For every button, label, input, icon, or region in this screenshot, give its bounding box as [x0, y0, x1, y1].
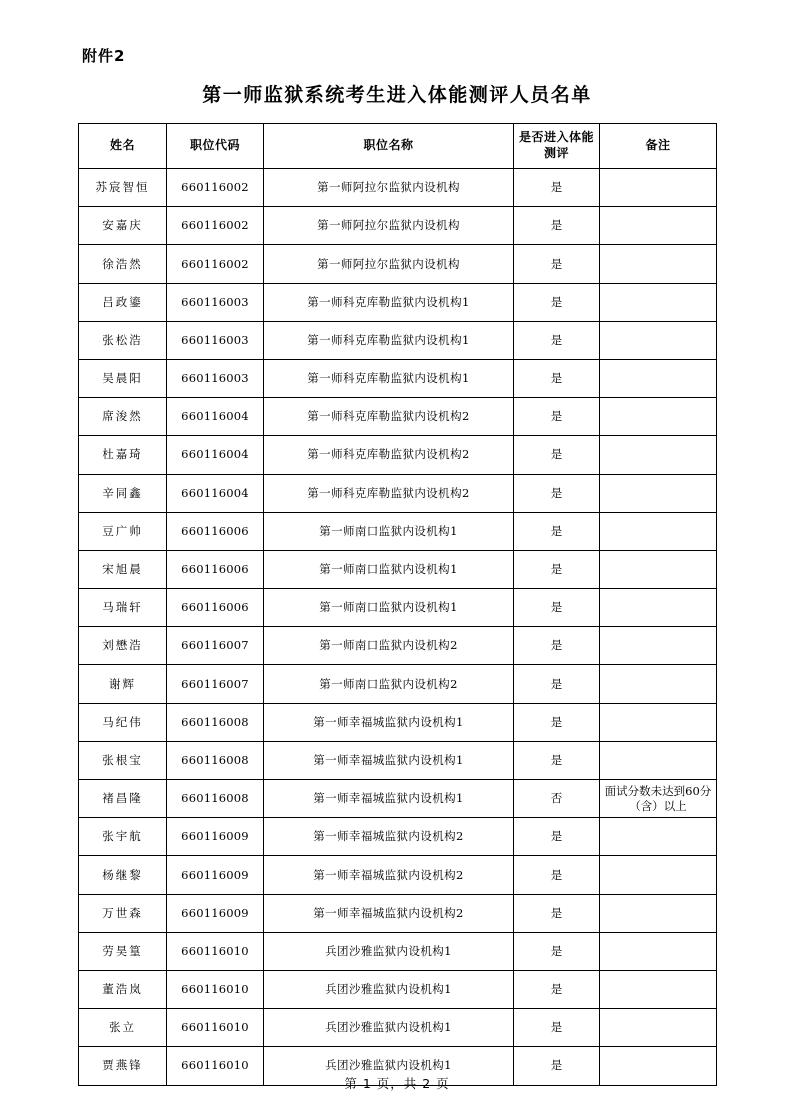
cell-name: 马瑞轩: [79, 589, 167, 627]
cell-name: 万世森: [79, 894, 167, 932]
cell-name: 张立: [79, 1009, 167, 1047]
cell-enter: 是: [514, 283, 600, 321]
cell-post: 兵团沙雅监狱内设机构1: [264, 1009, 514, 1047]
cell-enter: 是: [514, 1047, 600, 1085]
cell-post: 第一师幸福城监狱内设机构2: [264, 818, 514, 856]
cell-name: 辛同鑫: [79, 474, 167, 512]
cell-remark: [600, 703, 717, 741]
table-row: [79, 398, 717, 436]
cell-post: 第一师科克库勒监狱内设机构2: [264, 436, 514, 474]
table-row: [79, 245, 717, 283]
table-row: [79, 741, 717, 779]
cell-remark: [600, 359, 717, 397]
cell-name: 马纪伟: [79, 703, 167, 741]
cell-name: 杨继黎: [79, 856, 167, 894]
cell-name: 张根宝: [79, 741, 167, 779]
table-row: [79, 970, 717, 1008]
cell-enter: 否: [514, 780, 600, 818]
table-row: [79, 359, 717, 397]
table-row: [79, 894, 717, 932]
table-row: [79, 1009, 717, 1047]
cell-name: 吕政鎏: [79, 283, 167, 321]
table-row: [79, 283, 717, 321]
cell-code: 660116004: [167, 474, 264, 512]
column-header-enter: 是否进入体能测评: [514, 124, 600, 169]
cell-name: 张松浩: [79, 321, 167, 359]
cell-code: 660116010: [167, 970, 264, 1008]
cell-enter: 是: [514, 474, 600, 512]
cell-code: 660116003: [167, 359, 264, 397]
attachment-label: 附件2: [82, 47, 126, 65]
cell-remark: [600, 512, 717, 550]
cell-code: 660116004: [167, 436, 264, 474]
cell-post: 兵团沙雅监狱内设机构1: [264, 970, 514, 1008]
cell-remark: [600, 818, 717, 856]
cell-code: 660116002: [167, 245, 264, 283]
roster-table: [78, 123, 717, 1086]
cell-enter: 是: [514, 818, 600, 856]
cell-code: 660116010: [167, 1047, 264, 1085]
table-row: [79, 818, 717, 856]
cell-post: 第一师阿拉尔监狱内设机构: [264, 207, 514, 245]
cell-code: 660116007: [167, 627, 264, 665]
table-row: [79, 589, 717, 627]
table-row: [79, 169, 717, 207]
cell-post: 第一师南口监狱内设机构2: [264, 665, 514, 703]
cell-name: 贾燕锋: [79, 1047, 167, 1085]
column-header-name: 姓名: [79, 124, 167, 169]
cell-code: 660116007: [167, 665, 264, 703]
cell-code: 660116009: [167, 856, 264, 894]
cell-remark: [600, 589, 717, 627]
page-title: 第一师监狱系统考生进入体能测评人员名单: [202, 84, 592, 106]
cell-enter: 是: [514, 970, 600, 1008]
cell-enter: 是: [514, 665, 600, 703]
cell-remark: [600, 474, 717, 512]
cell-name: 劳昊篁: [79, 932, 167, 970]
cell-name: 董浩岚: [79, 970, 167, 1008]
cell-code: 660116010: [167, 932, 264, 970]
table-header: [79, 124, 717, 169]
cell-name: 褚昌隆: [79, 780, 167, 818]
cell-code: 660116003: [167, 283, 264, 321]
cell-code: 660116009: [167, 894, 264, 932]
table-row: [79, 780, 717, 818]
cell-name: 宋旭晨: [79, 550, 167, 588]
cell-enter: 是: [514, 245, 600, 283]
cell-enter: 是: [514, 741, 600, 779]
cell-post: 第一师科克库勒监狱内设机构1: [264, 321, 514, 359]
table-row: [79, 550, 717, 588]
cell-post: 第一师阿拉尔监狱内设机构: [264, 245, 514, 283]
cell-name: 苏宸智恒: [79, 169, 167, 207]
cell-remark: [600, 741, 717, 779]
cell-post: 第一师科克库勒监狱内设机构2: [264, 398, 514, 436]
cell-enter: 是: [514, 436, 600, 474]
cell-code: 660116003: [167, 321, 264, 359]
cell-post: 第一师南口监狱内设机构1: [264, 589, 514, 627]
cell-name: 吴晨阳: [79, 359, 167, 397]
cell-remark: [600, 627, 717, 665]
cell-code: 660116009: [167, 818, 264, 856]
cell-enter: 是: [514, 627, 600, 665]
table-row: [79, 474, 717, 512]
cell-remark: [600, 1009, 717, 1047]
cell-code: 660116006: [167, 512, 264, 550]
column-header-post: 职位名称: [264, 124, 514, 169]
cell-enter: 是: [514, 359, 600, 397]
cell-name: 谢辉: [79, 665, 167, 703]
cell-enter: 是: [514, 398, 600, 436]
cell-remark: 面试分数未达到60分（含）以上: [600, 780, 717, 818]
cell-code: 660116008: [167, 703, 264, 741]
cell-remark: [600, 207, 717, 245]
table-row: [79, 321, 717, 359]
cell-name: 豆广帅: [79, 512, 167, 550]
table-row: [79, 932, 717, 970]
cell-code: 660116008: [167, 741, 264, 779]
table-row: [79, 703, 717, 741]
cell-post: 第一师南口监狱内设机构1: [264, 512, 514, 550]
table-row: [79, 207, 717, 245]
cell-post: 兵团沙雅监狱内设机构1: [264, 1047, 514, 1085]
cell-remark: [600, 321, 717, 359]
cell-post: 第一师幸福城监狱内设机构2: [264, 894, 514, 932]
cell-post: 第一师科克库勒监狱内设机构1: [264, 359, 514, 397]
table-header-row: [79, 124, 717, 169]
cell-post: 第一师幸福城监狱内设机构1: [264, 780, 514, 818]
cell-name: 刘懋浩: [79, 627, 167, 665]
cell-remark: [600, 550, 717, 588]
cell-remark: [600, 398, 717, 436]
cell-code: 660116006: [167, 589, 264, 627]
cell-post: 第一师幸福城监狱内设机构1: [264, 703, 514, 741]
cell-name: 杜嘉琦: [79, 436, 167, 474]
cell-enter: 是: [514, 1009, 600, 1047]
cell-post: 第一师科克库勒监狱内设机构2: [264, 474, 514, 512]
cell-post: 第一师幸福城监狱内设机构2: [264, 856, 514, 894]
cell-name: 徐浩然: [79, 245, 167, 283]
cell-post: 第一师幸福城监狱内设机构1: [264, 741, 514, 779]
table-row: [79, 436, 717, 474]
cell-enter: 是: [514, 856, 600, 894]
cell-name: 席浚然: [79, 398, 167, 436]
cell-code: 660116002: [167, 207, 264, 245]
cell-post: 第一师科克库勒监狱内设机构1: [264, 283, 514, 321]
cell-remark: [600, 856, 717, 894]
cell-post: 第一师南口监狱内设机构2: [264, 627, 514, 665]
table-body: [79, 169, 717, 1086]
column-header-remark: 备注: [600, 124, 717, 169]
cell-code: 660116006: [167, 550, 264, 588]
cell-remark: [600, 894, 717, 932]
cell-remark: [600, 169, 717, 207]
cell-post: 第一师南口监狱内设机构1: [264, 550, 514, 588]
cell-remark: [600, 436, 717, 474]
cell-enter: 是: [514, 589, 600, 627]
cell-remark: [600, 245, 717, 283]
cell-enter: 是: [514, 932, 600, 970]
cell-enter: 是: [514, 169, 600, 207]
table-row: [79, 512, 717, 550]
cell-remark: [600, 665, 717, 703]
cell-name: 张宇航: [79, 818, 167, 856]
cell-remark: [600, 932, 717, 970]
cell-remark: [600, 970, 717, 1008]
cell-name: 安嘉庆: [79, 207, 167, 245]
table-row: [79, 856, 717, 894]
table-row: [79, 665, 717, 703]
cell-remark: [600, 283, 717, 321]
cell-enter: 是: [514, 703, 600, 741]
cell-code: 660116010: [167, 1009, 264, 1047]
cell-post: 第一师阿拉尔监狱内设机构: [264, 169, 514, 207]
cell-post: 兵团沙雅监狱内设机构1: [264, 932, 514, 970]
table-row: [79, 627, 717, 665]
page-footer: 第 1 页，共 2 页: [344, 1076, 450, 1091]
cell-enter: 是: [514, 894, 600, 932]
cell-enter: 是: [514, 512, 600, 550]
cell-code: 660116004: [167, 398, 264, 436]
column-header-code: 职位代码: [167, 124, 264, 169]
cell-code: 660116002: [167, 169, 264, 207]
cell-code: 660116008: [167, 780, 264, 818]
cell-enter: 是: [514, 321, 600, 359]
cell-enter: 是: [514, 550, 600, 588]
cell-enter: 是: [514, 207, 600, 245]
